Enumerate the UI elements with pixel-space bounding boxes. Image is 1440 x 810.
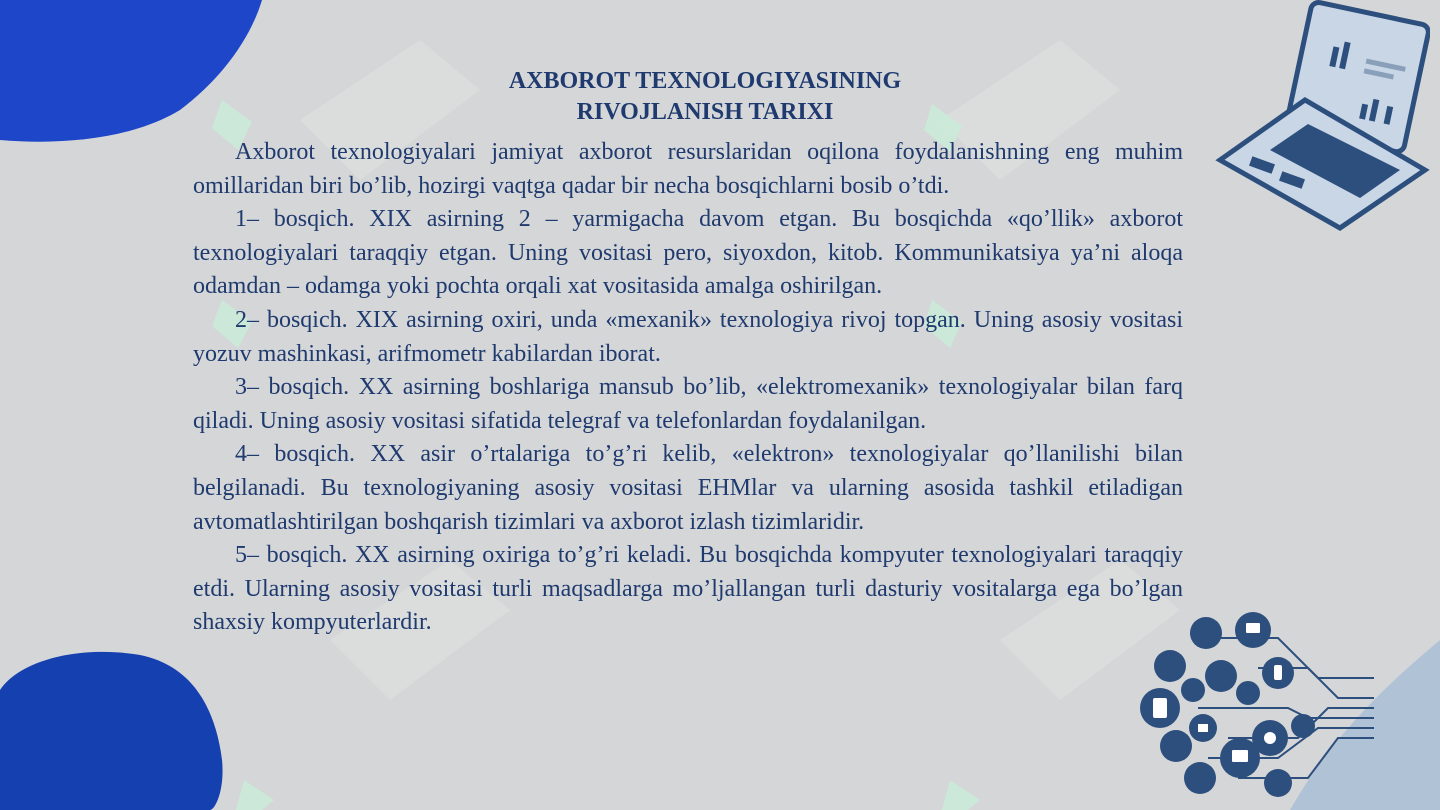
slide-title — [0, 66, 1410, 128]
paragraph-intro: Axborot texnologiyalari jamiyat axborot resurslaridan oqilona foydalanishning eng muhim omillaridan biri bo’lib, hozirgi vaqtga qadar bir necha bosqichlarni bosib o’tdi. — [193, 139, 1183, 199]
title-line-1: AXBOROT TEXNOLOGIYASINING — [508, 68, 902, 94]
paragraph-stage-2: 2– bosqich. XIX asirning oxiri, unda «mexanik» texnologiya rivoj topgan. Uning asosiy vositasi yozuv mashinkasi, arifmometr kabilardan iborat. — [193, 306, 1183, 367]
title-line-2: RIVOJLANISH TARIXI — [576, 99, 834, 125]
paragraph-stage-3: 3– bosqich. XX asirning boshlariga mansub bo’lib, «elektromexanik» texnologiyalar bilan farq qiladi. Uning asosiy vositasi sifatida telegraf va telefonlardan foydalanilgan. — [193, 374, 1183, 434]
slide-body — [193, 136, 1183, 640]
paragraph-stage-4: 4– bosqich. XX asir o’rtalariga to’g’ri kelib, «elektron» texnologiyalar qo’llanilishi bilan belgilanadi. Bu texnologiyaning asosiy vositasi EHMlar va ularning asosida tashkil etiladigan avtomatlashtirilgan boshqarish tizimlari va axborot izlash tizimlaridir. — [193, 441, 1183, 535]
bottom-left-blob — [0, 652, 223, 810]
paragraph-stage-5: 5– bosqich. XX asirning oxiriga to’g’ri keladi. Bu bosqichda kompyuter texnologiyalari taraqqiy etdi. Ularning asosiy vositasi turli maqsadlarga mo’ljallangan turli dasturiy vositalarga ega bo’lgan shaxsiy kompyuterlardir. — [193, 542, 1183, 636]
paragraph-stage-1: 1– bosqich. XIX asirning 2 – yarmigacha davom etgan. Bu bosqichda «qo’llik» axborot texnologiyalari taraqqiy etgan. Uning vositasi pero, siyoxdon, kitob. Kommunikatsiya ya’ni aloqa odamdan – odamga yoki pochta orqali xat vositasida amalga oshirilgan. — [193, 206, 1183, 300]
